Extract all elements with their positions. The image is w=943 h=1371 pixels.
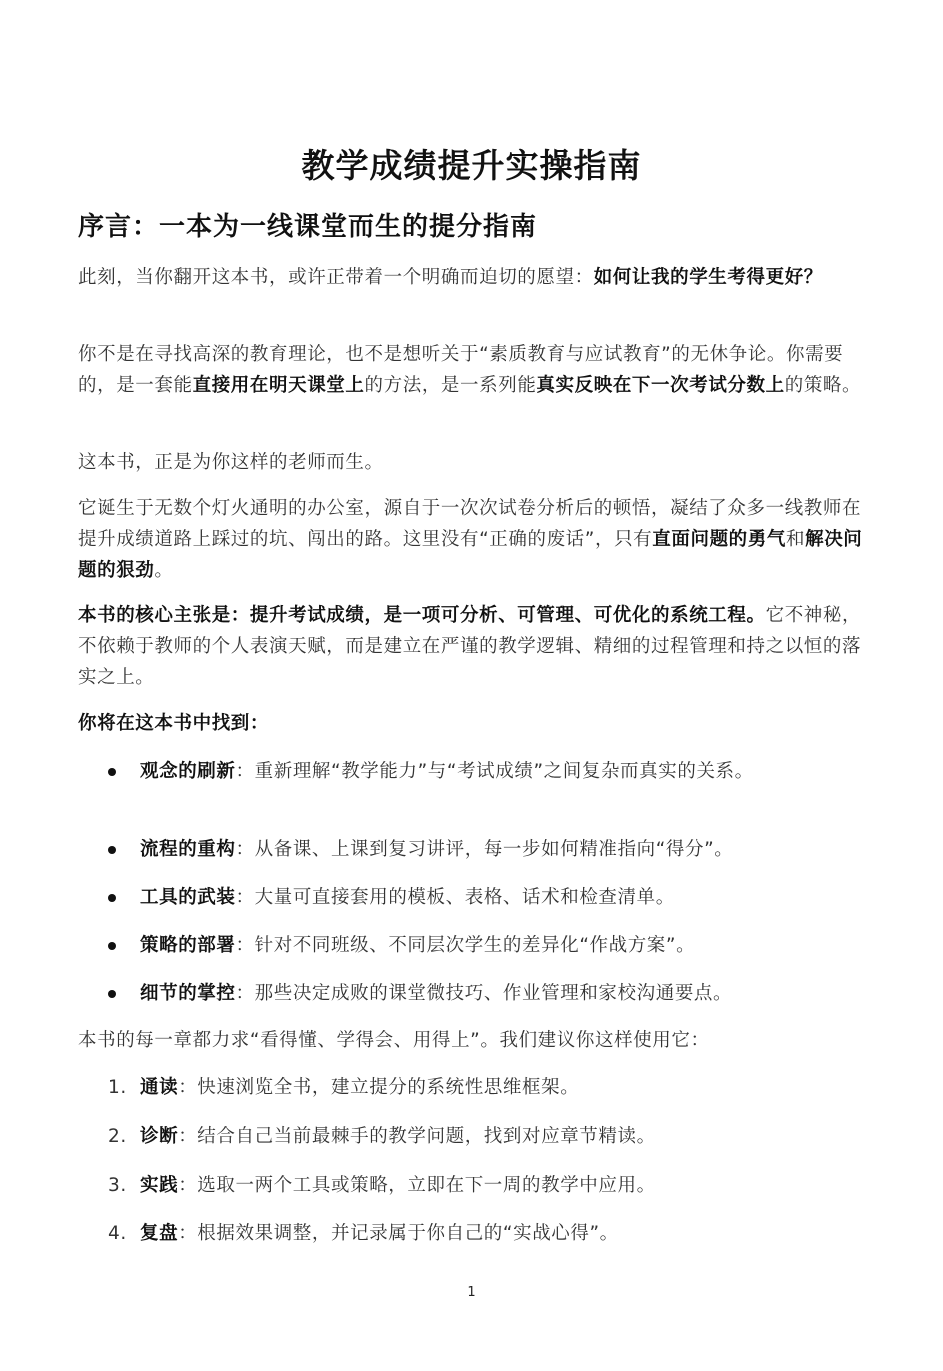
paragraph-core-claim-emphasis: 本书的核心主张是：提升考试成绩，是一项可分析、可管理、可优化的系统工程。 [78, 605, 766, 626]
numbered-item-number: 3. [108, 1175, 127, 1196]
list-item-text [140, 978, 820, 1009]
paragraph-core-claim [78, 600, 868, 693]
paragraph-usage: 本书的每一章都力求“看得懂、学得会、用得上”。我们建议你这样使用它： [78, 1030, 710, 1051]
numbered-item-text [140, 1170, 860, 1201]
list-item-text [140, 930, 820, 961]
paragraph-list-intro-text: 你将在这本书中找到： [78, 713, 270, 734]
list-item-description: ：大量可直接套用的模板、表格、话术和检查清单。 [235, 887, 675, 908]
numbered-item-term: 通读 [140, 1077, 179, 1098]
list-item-term: 观念的刷新 [140, 761, 236, 782]
paragraph-intro-text: 此刻，当你翻开这本书，或许正带着一个明确而迫切的愿望： [78, 267, 594, 288]
list-item-text [140, 756, 820, 787]
numbered-item-text [140, 1072, 860, 1103]
bullet-icon [108, 942, 116, 950]
paragraph-need-emphasis-1: 直接用在明天课堂上 [192, 375, 365, 396]
bullet-icon [108, 894, 116, 902]
numbered-item-number: 1. [108, 1077, 127, 1098]
bullet-icon [108, 768, 116, 776]
bullet-icon [108, 990, 116, 998]
list-item-description: ：重新理解“教学能力”与“考试成绩”之间复杂而真实的关系。 [235, 761, 754, 782]
page-number: 1 [467, 1285, 476, 1300]
numbered-item-description: ：结合自己当前最棘手的教学问题，找到对应章节精读。 [178, 1126, 656, 1147]
numbered-item-text [140, 1218, 860, 1249]
list-item-term: 流程的重构 [140, 839, 236, 860]
paragraph-intro-emphasis: 如何让我的学生考得更好？ [593, 267, 823, 288]
list-item-term: 策略的部署 [140, 935, 236, 956]
paragraph-list-intro [78, 708, 868, 739]
paragraph-need-text-1: 你不是在寻找高深的教育理论，也不是想听关于“素质教育与应试教育”的无休争论。你需要的，是一套能 [78, 344, 844, 396]
paragraph-need [78, 339, 868, 401]
paragraph-core-claim-text: 它不神秘，不依赖于教师的个人表演天赋，而是建立在严谨的教学逻辑、精细的过程管理和持之以恒的落实之上。 [78, 605, 862, 688]
list-item-description: ：从备课、上课到复习讲评，每一步如何精准指向“得分”。 [235, 839, 734, 860]
list-item-term: 工具的武装 [140, 887, 236, 908]
list-item-text [140, 834, 820, 865]
paragraph-need-text-2: 的方法，是一系列能 [364, 375, 537, 396]
list-item-text [140, 882, 820, 913]
paragraph-origin-text-2: 和 [785, 529, 806, 550]
numbered-item-number: 4. [108, 1223, 127, 1244]
document-title: 教学成绩提升实操指南 [301, 146, 642, 185]
paragraph-need-text-3: 的策略。 [784, 375, 862, 396]
paragraph-intro [78, 262, 868, 293]
numbered-item-description: ：快速浏览全书，建立提分的系统性思维框架。 [178, 1077, 580, 1098]
paragraph-origin-emphasis-2: 解决问题的狠劲 [78, 529, 863, 581]
preface-heading: 序言：一本为一线课堂而生的提分指南 [78, 212, 538, 242]
list-item-description: ：针对不同班级、不同层次学生的差异化“作战方案”。 [235, 935, 696, 956]
paragraph-need-emphasis-2: 真实反映在下一次考试分数上 [536, 375, 785, 396]
numbered-item-number: 2. [108, 1126, 127, 1147]
paragraph-origin [78, 493, 868, 586]
numbered-item-description: ：选取一两个工具或策略，立即在下一周的教学中应用。 [178, 1175, 656, 1196]
paragraph-for-teachers: 这本书，正是为你这样的老师而生。 [78, 452, 384, 473]
numbered-item-description: ：根据效果调整，并记录属于你自己的“实战心得”。 [178, 1223, 619, 1244]
list-item-term: 细节的掌控 [140, 983, 236, 1004]
numbered-item-term: 复盘 [140, 1223, 179, 1244]
paragraph-origin-emphasis-1: 直面问题的勇气 [652, 529, 786, 550]
list-item-description: ：那些决定成败的课堂微技巧、作业管理和家校沟通要点。 [235, 983, 733, 1004]
paragraph-origin-text-3: 。 [154, 560, 174, 581]
numbered-item-text [140, 1121, 860, 1152]
numbered-item-term: 诊断 [140, 1126, 179, 1147]
paragraph-origin-text-1: 它诞生于无数个灯火通明的办公室，源自于一次次试卷分析后的顿悟，凝结了众多一线教师在提升成绩道路上踩过的坑、闯出的路。这里没有“正确的废话”，只有 [78, 498, 862, 550]
numbered-item-term: 实践 [140, 1175, 179, 1196]
bullet-icon [108, 846, 116, 854]
